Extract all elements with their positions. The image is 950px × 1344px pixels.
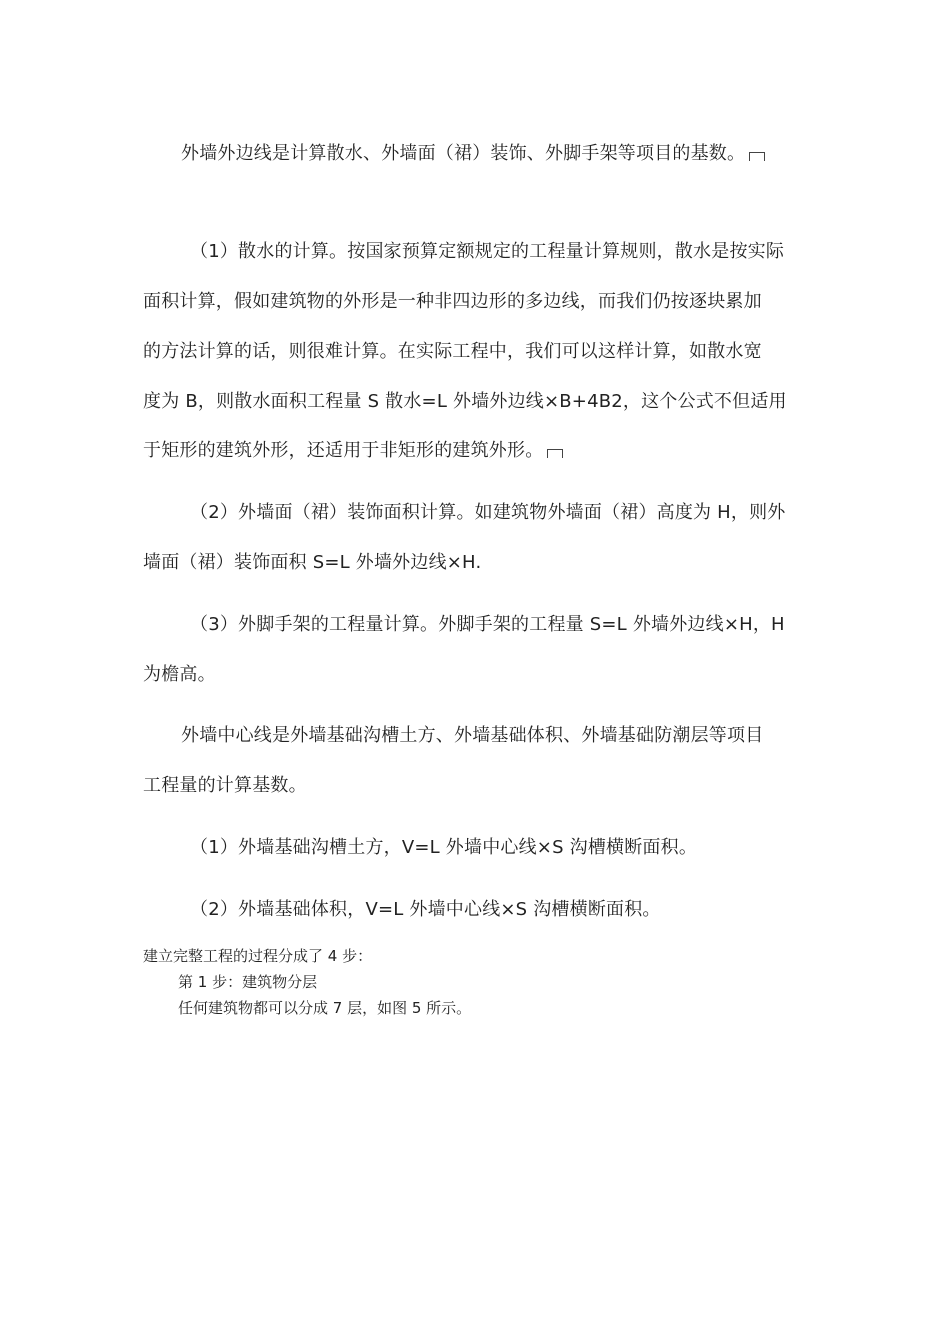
paragraph-scaffold-line-2: 为檐高。 — [143, 664, 216, 685]
paragraph-mark-icon — [749, 152, 765, 161]
paragraph-facade-line-2: 墙面（裙）装饰面积 S=L 外墙外边线×H. — [143, 552, 482, 573]
paragraph-mark-icon — [547, 449, 563, 458]
paragraph-apron-line-5 — [143, 436, 563, 462]
paragraph-centerline-line-1: 外墙中心线是外墙基础沟槽土方、外墙基础体积、外墙基础防潮层等项目 — [181, 725, 764, 746]
paragraph-scaffold-line-1: （3）外脚手架的工程量计算。外脚手架的工程量 S=L 外墙外边线×H，H — [190, 614, 785, 635]
paragraph-text: 外墙外边线是计算散水、外墙面（裙）装饰、外脚手架等项目的基数。 — [181, 143, 746, 164]
paragraph-foundation-volume: （2）外墙基础体积，V=L 外墙中心线×S 沟槽横断面积。 — [190, 899, 661, 920]
paragraph-facade-line-1: （2）外墙面（裙）装饰面积计算。如建筑物外墙面（裙）高度为 H，则外 — [190, 502, 786, 523]
small-text-step-1: 第 1 步：建筑物分层 — [178, 973, 318, 991]
paragraph-trench-earthwork: （1）外墙基础沟槽土方，V=L 外墙中心线×S 沟槽横断面积。 — [190, 837, 698, 858]
small-text-steps-intro: 建立完整工程的过程分成了 4 步： — [143, 947, 373, 965]
paragraph-apron-line-1: （1）散水的计算。按国家预算定额规定的工程量计算规则，散水是按实际 — [190, 241, 785, 262]
paragraph-text: 于矩形的建筑外形，还适用于非矩形的建筑外形。 — [143, 440, 544, 461]
small-text-layers: 任何建筑物都可以分成 7 层，如图 5 所示。 — [178, 999, 472, 1017]
paragraph-apron-line-2: 面积计算，假如建筑物的外形是一种非四边形的多边线，而我们仍按逐块累加 — [143, 291, 762, 312]
paragraph-apron-line-3: 的方法计算的话，则很难计算。在实际工程中，我们可以这样计算，如散水宽 — [143, 341, 762, 362]
paragraph-apron-line-4: 度为 B，则散水面积工程量 S 散水=L 外墙外边线×B+4B2，这个公式不但适用 — [143, 391, 787, 412]
paragraph-centerline-line-2: 工程量的计算基数。 — [143, 775, 307, 796]
paragraph-outer-wall-baseline — [181, 139, 765, 165]
